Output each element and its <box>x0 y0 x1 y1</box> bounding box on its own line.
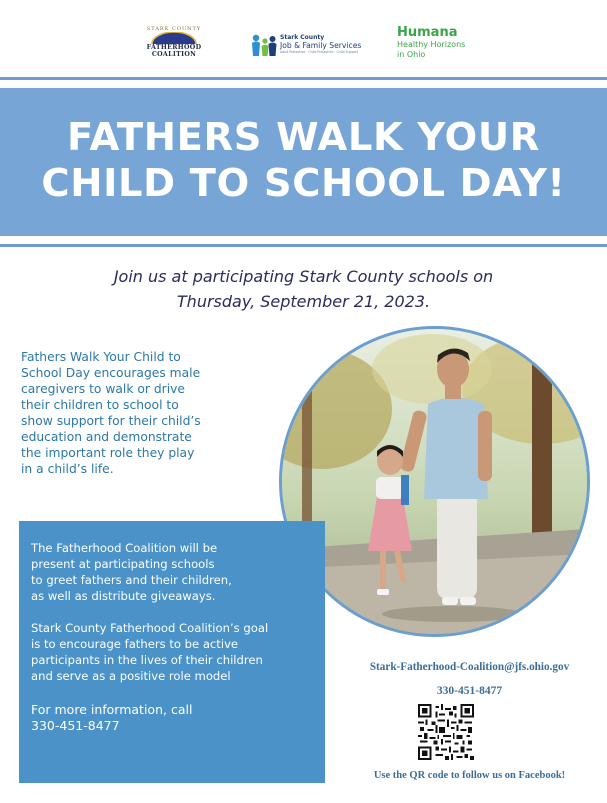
info-line: to greet fathers and their children, <box>31 573 232 587</box>
description-line: education and demonstrate <box>21 430 192 444</box>
info-line: participants in the lives of their children <box>31 653 263 667</box>
description-line: caregivers to walk or drive <box>21 382 185 396</box>
info-paragraph-goal <box>31 620 313 684</box>
humana-logo-line2: Healthy Horizons <box>397 40 466 49</box>
info-line: present at participating schools <box>31 557 215 571</box>
father-daughter-walking-illustration <box>282 329 587 634</box>
bottom-divider <box>0 244 607 247</box>
intro-line-1: Join us at participating Stark County schools on <box>113 267 494 286</box>
info-box <box>19 521 325 783</box>
more-info-line: For more information, call <box>31 702 193 717</box>
logo-row <box>0 22 607 68</box>
contact-email[interactable]: Stark-Fatherhood-Coalition@jfs.ohio.gov <box>369 661 570 673</box>
humana-logo <box>397 25 477 60</box>
top-divider <box>0 77 607 80</box>
info-line: is to encourage fathers to be active <box>31 637 239 651</box>
info-line: and serve as a positive role model <box>31 669 231 683</box>
event-description <box>21 349 291 477</box>
qr-code-icon[interactable] <box>418 704 474 760</box>
description-line: the important role they play <box>21 446 195 460</box>
event-intro <box>40 264 567 314</box>
jfs-logo-line1: Stark County <box>280 34 325 41</box>
title-line-2: CHILD TO SCHOOL DAY! <box>41 161 566 206</box>
intro-line-2: Thursday, September 21, 2023. <box>176 292 431 311</box>
more-info <box>31 702 313 734</box>
info-line: Stark County Fatherhood Coalition’s goal <box>31 621 269 635</box>
contact-block <box>332 660 607 698</box>
humana-logo-line1: Humana <box>397 25 458 40</box>
description-line: Fathers Walk Your Child to <box>21 350 181 364</box>
description-line: show support for their child’s <box>21 414 201 428</box>
fatherhood-coalition-logo <box>143 26 205 64</box>
jfs-logo-line3: Adult Protective · Child Protective · Child Support <box>280 50 359 54</box>
description-line: in a child’s life. <box>21 462 114 476</box>
jfs-logo <box>250 32 362 58</box>
family-figures-icon <box>250 32 278 58</box>
jfs-logo-line2: Job & Family Services <box>280 41 362 50</box>
coalition-logo-line1: FATHERHOOD <box>146 44 202 51</box>
humana-logo-line3: in Ohio <box>397 50 426 59</box>
coalition-logo-line2: COALITION <box>151 51 197 58</box>
description-line: their children to school to <box>21 398 179 412</box>
info-paragraph-presence <box>31 540 313 604</box>
info-line: as well as distribute giveaways. <box>31 589 216 603</box>
title-banner <box>0 88 607 236</box>
title-line-1: FATHERS WALK YOUR <box>67 115 540 160</box>
more-info-phone: 330-451-8477 <box>31 718 120 733</box>
description-line: School Day encourages male <box>21 366 201 380</box>
sunrise-logo-icon <box>149 32 199 44</box>
qr-caption: Use the QR code to follow us on Facebook! <box>373 770 566 781</box>
coalition-logo-top: STARK COUNTY <box>146 26 202 32</box>
info-line: The Fatherhood Coalition will be <box>31 541 218 555</box>
father-child-photo <box>279 326 590 637</box>
page-title <box>0 88 607 207</box>
contact-phone[interactable]: 330-451-8477 <box>436 685 503 697</box>
